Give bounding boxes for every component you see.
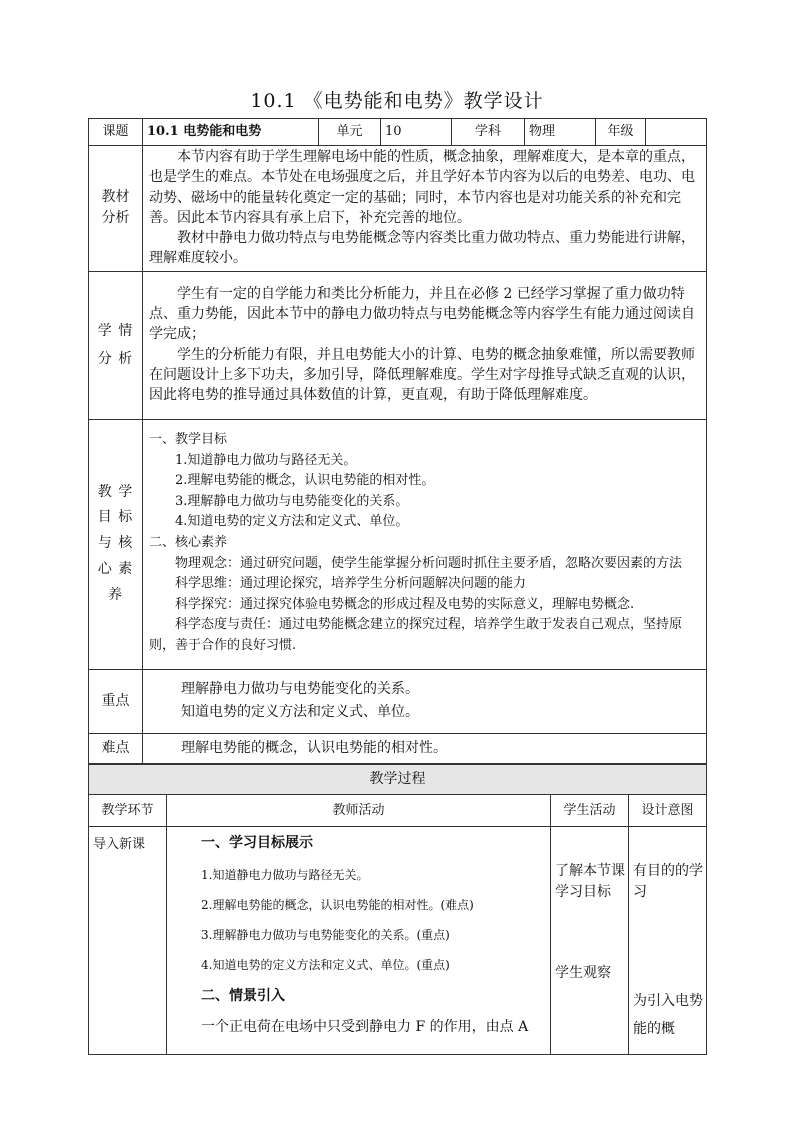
document-title: 10.1 《电势能和电势》教学设计 [250,90,544,112]
key-point-item: 知道电势的定义方法和定义式、单位。 [181,704,419,721]
students-paragraph-1: 学生有一定的自学能力和类比分析能力，并且在必修 2 已经学习掌握了重力做功特点、重力势能，因此本节中的静电力做功特点与电势能概念等内容学生有能力通过阅读自学完成； [149,285,695,343]
material-label [89,146,143,272]
col-student: 学生活动 [551,795,629,827]
unit-value: 10 [381,119,452,146]
design-intent-2: 为引入电势能的概 [633,993,703,1037]
goals-label-line: 养 [108,587,123,604]
col-stage: 教学环节 [89,795,167,827]
intro-text: 一个正电荷在电场中只受到静电力 F 的作用，由点 A [201,1019,529,1035]
subject-value: 物理 [525,119,596,146]
key-points-content [143,669,707,733]
difficult-points-content [143,733,707,763]
goals-label [89,419,143,669]
design-intent [629,827,707,1055]
material-paragraph-2: 教材中静电力做功特点与电势能概念等内容类比重力做功特点、重力势能进行讲解，理解难度较小。 [149,230,695,267]
col-teacher: 教师活动 [167,795,551,827]
core-item: 物理观念：通过研究问题，使学生能掌握分析问题时抓住主要矛盾，忽略次要因素的方法 [175,555,683,571]
goal-item: 2.理解电势能的概念，认识电势能的相对性。 [175,473,435,489]
students-label-line-2: 分 析 [97,351,134,368]
grade-value [646,119,707,146]
difficult-point-item: 理解电势能的概念，认识电势能的相对性。 [181,739,447,756]
goal-item: 3.理解静电力做功与电势能变化的关系。 [175,493,409,509]
student-activity [551,827,629,1055]
students-analysis [143,271,707,419]
students-paragraph-2: 学生的分析能力有限，并且电势能大小的计算、电势的概念抽象难懂，所以需要教师在问题设计上多下功夫，多加引导，降低理解难度。学生对字母推导式缺乏直观的认识，因此将电势的推导通过具体数值的计算，更直观，有助于降低理解难度。 [149,346,695,404]
goals-label-line: 心 素 [97,561,134,578]
goals-heading-2: 二、核心素养 [149,535,228,551]
process-heading: 教学过程 [89,765,707,795]
goals-heading-1: 一、教学目标 [149,432,228,448]
key-points-label: 重点 [89,669,143,733]
students-label-line-1: 学 情 [97,323,134,340]
goal-item: 1.知道静电力做功与路径无关。 [175,452,357,468]
objective-item: 1.知道静电力做功与路径无关。 [201,868,369,882]
subject-label: 学科 [452,119,525,146]
goals-label-line: 目 标 [97,509,134,526]
students-label [89,271,143,419]
core-item: 科学态度与责任：通过电势能概念建立的探究过程，培养学生敢于发表自己观点，坚持原则，善于合作的良好习惯. [149,617,683,653]
material-label-line-2: 分析 [101,210,130,227]
goals-label-line: 教 学 [97,483,134,500]
lesson-info-table [88,118,707,764]
material-paragraph-1: 本节内容有助于学生理解电场中能的性质，概念抽象，理解难度大，是本章的重点，也是学生的难点。本节处在电场强度之后，并且学好本节内容为以后的电势差、电功、电动势、磁场中的能量转化奠定一定的基础；同时，本节内容也是对功能关系的补充和完善。因此本节内容具有承上启下，补充完善的地位。 [149,149,695,226]
objective-item: 2.理解电势能的概念，认识电势能的相对性。(难点) [201,898,474,912]
core-item: 科学探究：通过探究体验电势概念的形成过程及电势的实际意义，理解电势概念. [175,596,635,612]
difficult-points-label: 难点 [89,733,143,763]
student-activity-2: 学生观察 [555,965,611,981]
design-intent-1: 有目的的学习 [633,863,703,900]
student-activity-1: 了解本节课学习目标 [555,863,625,900]
goals-content [143,419,707,669]
topic-label: 课题 [89,119,143,146]
unit-label: 单元 [319,119,381,146]
material-analysis [143,146,707,272]
teacher-activity [167,827,551,1055]
objective-item: 4.知道电势的定义方法和定义式、单位。(重点) [201,958,450,972]
teaching-process-table [88,764,707,1055]
topic-value: 10.1 电势能和电势 [143,119,319,146]
material-label-line-1: 教材 [101,189,130,206]
stage-cell: 导入新课 [89,827,167,1055]
objective-item: 3.理解静电力做功与电势能变化的关系。(重点) [201,928,450,942]
section-2-heading: 二、情景引入 [201,988,285,1004]
col-intent: 设计意图 [629,795,707,827]
core-item: 科学思维：通过理论探究，培养学生分析问题解决问题的能力 [175,576,527,592]
goal-item: 4.知道电势的定义方法和定义式、单位。 [175,514,409,530]
grade-label: 年级 [596,119,646,146]
goals-label-line: 与 核 [97,535,134,552]
section-1-heading: 一、学习目标展示 [201,835,313,851]
key-point-item: 理解静电力做功与电势能变化的关系。 [181,681,419,698]
